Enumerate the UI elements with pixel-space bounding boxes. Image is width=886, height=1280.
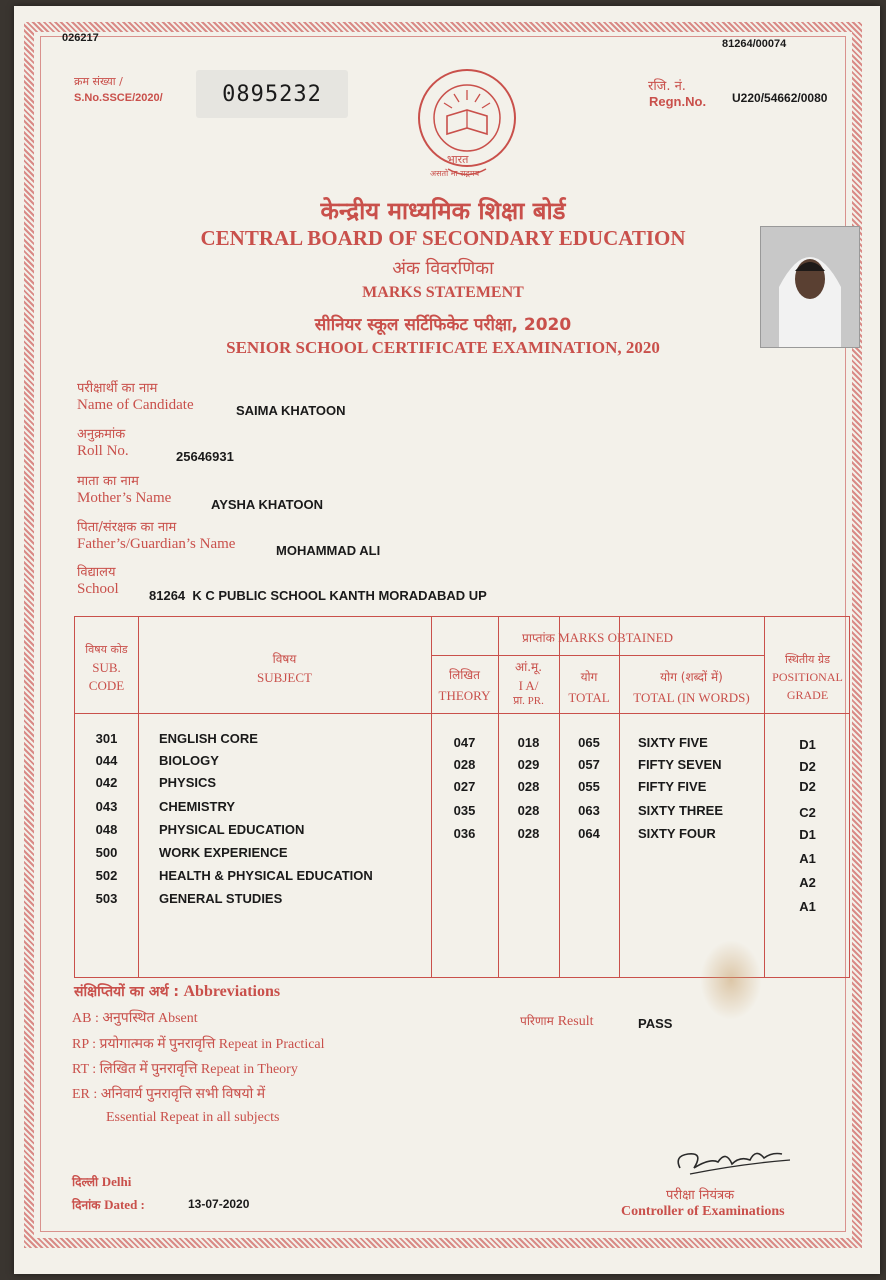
father-name: MOHAMMAD ALI [276,543,381,558]
place-hi: दिल्ली [72,1175,99,1189]
abbr-ab: AB : अनुपस्थित Absent [72,1011,198,1026]
abbr-er: ER : अनिवार्य पुनरावृत्ति सभी विषयो में [72,1087,266,1102]
th-pr: प्रा. PR. [513,695,544,707]
ia-marks: 029 [517,757,540,772]
subject-code: 503 [95,891,118,906]
subject-name: HEALTH & PHYSICAL EDUCATION [159,868,373,883]
board-name-en: CENTRAL BOARD OF SECONDARY EDUCATION [200,226,686,250]
subject-name: GENERAL STUDIES [159,891,283,906]
father-label-hi: पिता/संरक्षक का नाम [77,520,177,535]
positional-grade: A1 [799,851,816,866]
roll-label-hi: अनुक्रमांक [77,427,126,442]
theory-marks: 027 [453,779,476,794]
result-label-hi: परिणाम [520,1014,554,1028]
date-label-en: Dated : [104,1197,145,1212]
result-value: PASS [638,1016,673,1031]
th-theory-hi: लिखित [448,668,480,682]
exam-title-hi: सीनियर स्कूल सर्टिफिकेट परीक्षा, 2020 [314,315,572,335]
abbr-rp: RP : प्रयोगात्मक में पुनरावृत्ति Repeat in Practical [72,1037,325,1052]
date-label [72,1196,145,1213]
issue-date: 13-07-2020 [188,1197,250,1211]
place [72,1173,131,1190]
th-code-hi: विषय कोड [85,643,128,656]
subject-code: 502 [95,868,118,883]
abbreviations-heading-hi: संक्षिप्तियों का अर्थ : [74,984,180,1000]
total-in-words: SIXTY FOUR [638,826,716,841]
top-right-code: 81264/00074 [722,38,787,50]
th-grade-en1: POSITIONAL [772,670,843,684]
th-subject-en: SUBJECT [257,670,312,685]
th-ia-en: I A/ [518,678,539,693]
th-ia-hi: आं.मू. [514,660,543,674]
board-name-hi: केन्द्रीय माध्यमिक शिक्षा बोर्ड [320,197,566,225]
total-marks: 063 [578,803,600,818]
abbr-rt: RT : लिखित में पुनरावृत्ति Repeat in Theory [72,1062,298,1077]
subject-name: BIOLOGY [159,753,219,768]
theory-marks: 035 [453,803,476,818]
mother-label-en: Mother’s Name [77,490,172,506]
th-marks-hi: प्राप्तांक [522,631,555,645]
abbr-er-en: Essential Repeat in all subjects [106,1110,280,1125]
total-marks: 065 [578,735,600,750]
doc-title-en: MARKS STATEMENT [362,284,524,301]
controller-signature [660,1134,800,1184]
date-label-hi: दिनांक [72,1198,101,1212]
th-subject-hi: विषय [272,652,297,666]
positional-grade: A1 [799,899,816,914]
roll-label-en: Roll No. [77,443,129,459]
positional-grade: D2 [799,759,816,774]
total-in-words: FIFTY SEVEN [638,757,722,772]
mother-name: AYSHA KHATOON [211,497,323,512]
ia-marks: 028 [517,779,540,794]
subject-code: 044 [95,753,118,768]
total-marks: 055 [578,779,600,794]
th-code-en2: CODE [88,678,125,693]
positional-grade: D2 [799,779,816,794]
regn-label-hi: रजि. नं. [648,79,686,94]
total-marks: 057 [578,757,600,772]
abbreviations-heading-en: Abbreviations [183,983,281,1000]
controller-en: Controller of Examinations [621,1204,785,1219]
th-total-en: TOTAL [568,690,610,705]
result-label-en: Result [557,1014,594,1029]
ia-marks: 028 [517,803,540,818]
regn-label-en: Regn.No. [649,94,707,109]
positional-grade: D1 [799,737,816,752]
doc-title-hi: अंक विवरणिका [392,258,494,279]
subject-code: 042 [95,775,118,790]
regn-number: U220/54662/0080 [732,91,828,105]
th-grade-hi: स्थितीय ग्रेड [784,653,831,666]
serial-label-hi: क्रम संख्या / [74,75,123,88]
paper-stain [700,940,762,1020]
serial-label-en: S.No.SSCE/2020/ [74,92,163,104]
ia-marks: 028 [517,826,540,841]
total-in-words: FIFTY FIVE [638,779,707,794]
subject-code: 043 [95,799,118,814]
theory-marks: 028 [453,757,476,772]
th-total-hi: योग [580,670,598,684]
th-theory-en: THEORY [438,688,491,703]
exam-title-en: SENIOR SCHOOL CERTIFICATE EXAMINATION, 2020 [226,338,660,357]
th-code-en1: SUB. [92,660,121,675]
th-marks [431,629,764,647]
positional-grade: A2 [799,875,816,890]
subject-code: 048 [95,822,118,837]
ia-marks: 018 [517,735,540,750]
school-label-en: School [77,581,119,597]
positional-grade: C2 [799,805,816,820]
subject-name: WORK EXPERIENCE [159,845,288,860]
positional-grade: D1 [799,827,816,842]
abbreviations-heading [74,982,280,1001]
father-label-en: Father’s/Guardian’s Name [77,536,236,552]
candidate-name: SAIMA KHATOON [236,403,346,418]
top-left-code: 026217 [62,32,99,44]
total-in-words: SIXTY THREE [638,803,724,818]
total-in-words: SIXTY FIVE [638,735,708,750]
name-label-hi: परीक्षार्थी का नाम [77,381,158,396]
total-marks: 064 [578,826,600,841]
serial-number: 0895232 [196,70,348,118]
emblem-country: भारत [447,153,469,166]
name-label-en: Name of Candidate [77,397,194,413]
school-name: 81264 K C PUBLIC SCHOOL KANTH MORADABAD UP [149,588,487,603]
subject-code: 301 [95,731,118,746]
subject-code: 500 [95,845,118,860]
controller-hi: परीक्षा नियंत्रक [666,1188,735,1203]
place-en: Delhi [101,1174,132,1189]
mother-label-hi: माता का नाम [77,474,139,489]
subject-name: ENGLISH CORE [159,731,258,746]
school-label-hi: विद्यालय [77,565,116,580]
th-words-en: TOTAL (IN WORDS) [633,690,750,705]
subject-name: PHYSICAL EDUCATION [159,822,305,837]
roll-number: 25646931 [176,449,234,464]
theory-marks: 036 [453,826,476,841]
subject-name: CHEMISTRY [159,799,236,814]
th-marks-en: MARKS OBTAINED [558,630,673,645]
subject-name: PHYSICS [159,775,217,790]
th-grade-en2: GRADE [786,688,829,702]
result-label [520,1012,593,1030]
marks-table [74,616,850,978]
emblem-motto: असतो मा सद्गमय [430,169,480,178]
th-words-hi: योग (शब्दों में) [660,670,723,684]
theory-marks: 047 [453,735,476,750]
